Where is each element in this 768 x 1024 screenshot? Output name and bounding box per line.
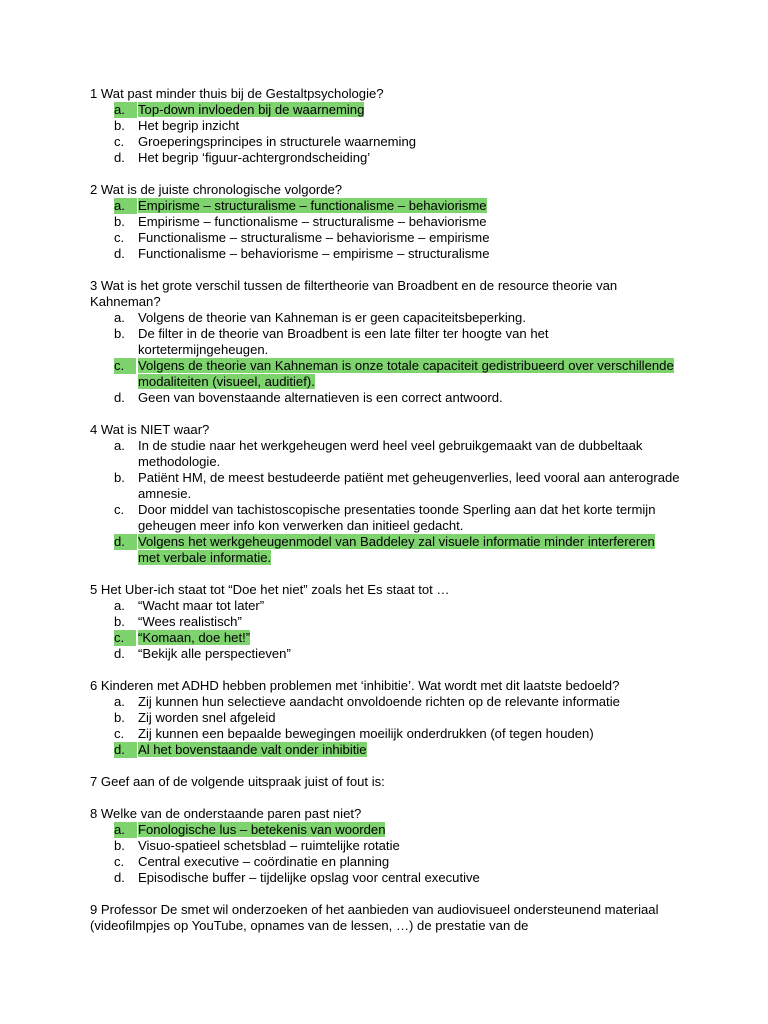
answer-option: [90, 470, 680, 502]
option-text: Functionalisme – behaviorisme – empirisme – structuralisme: [138, 246, 490, 261]
option-text: Patiënt HM, de meest bestudeerde patiënt met geheugenverlies, leed vooral aan anterograde amnesie.: [138, 470, 680, 501]
option-letter: c.: [114, 854, 125, 869]
option-text: Al het bovenstaande valt onder inhibitie: [138, 742, 367, 757]
question-text: 4 Wat is NIET waar?: [90, 422, 210, 437]
answer-option-highlighted: [90, 198, 680, 214]
option-letter: d.: [114, 742, 137, 758]
option-letter: b.: [114, 470, 125, 485]
answer-option: [90, 326, 680, 358]
option-letter: d.: [114, 646, 125, 661]
option-letter: a.: [114, 822, 137, 838]
option-letter: a.: [114, 694, 125, 709]
answer-option: [90, 390, 680, 406]
answer-option-highlighted: [90, 822, 680, 838]
option-text: Volgens de theorie van Kahneman is er geen capaciteitsbeperking.: [138, 310, 526, 325]
question-list: [90, 86, 680, 950]
question-7: [90, 774, 680, 790]
option-letter: b.: [114, 118, 125, 133]
option-letter: d.: [114, 150, 125, 165]
question-5: [90, 582, 680, 662]
option-letter: c.: [114, 358, 136, 374]
option-text: Het begrip inzicht: [138, 118, 240, 133]
answer-option-highlighted: [90, 534, 680, 566]
option-text: Zij kunnen hun selectieve aandacht onvoldoende richten op de relevante informatie: [138, 694, 620, 709]
option-text: De filter in de theorie van Broadbent is een late filter ter hoogte van het kortetermijngeheugen.: [138, 326, 549, 357]
answer-option: [90, 726, 680, 742]
option-text: Fonologische lus – betekenis van woorden: [138, 822, 386, 837]
option-letter: b.: [114, 326, 125, 341]
option-text: “Bekijk alle perspectieven”: [138, 646, 291, 661]
option-letter: c.: [114, 630, 136, 646]
answer-option: [90, 438, 680, 470]
option-text: Groeperingsprincipes in structurele waarneming: [138, 134, 417, 149]
question-6: [90, 678, 680, 758]
question-8: [90, 806, 680, 886]
option-text: Episodische buffer – tijdelijke opslag voor central executive: [138, 870, 480, 885]
option-text: Functionalisme – structuralisme – behaviorisme – empirisme: [138, 230, 490, 245]
answer-option: [90, 854, 680, 870]
question-text: 8 Welke van de onderstaande paren past niet?: [90, 806, 362, 821]
answer-option: [90, 118, 680, 134]
answer-option-highlighted: [90, 742, 680, 758]
answer-option: [90, 646, 680, 662]
answer-option: [90, 710, 680, 726]
answer-option: [90, 598, 680, 614]
option-letter: c.: [114, 230, 125, 245]
option-letter: c.: [114, 726, 125, 741]
option-text: Volgens het werkgeheugenmodel van Baddeley zal visuele informatie minder interfereren met verbale informatie.: [138, 534, 655, 565]
option-text: Empirisme – structuralisme – functionalisme – behaviorisme: [138, 198, 487, 213]
question-text: 2 Wat is de juiste chronologische volgorde?: [90, 182, 343, 197]
option-letter: a.: [114, 198, 137, 214]
option-letter: b.: [114, 214, 125, 229]
question-1: [90, 86, 680, 166]
option-text: “Komaan, doe het!”: [138, 630, 251, 645]
option-letter: b.: [114, 838, 125, 853]
question-2: [90, 182, 680, 262]
option-text: Zij kunnen een bepaalde bewegingen moeilijk onderdrukken (of tegen houden): [138, 726, 594, 741]
answer-option: [90, 694, 680, 710]
question-text: 6 Kinderen met ADHD hebben problemen met ‘inhibitie’. Wat wordt met dit laatste bedoeld?: [90, 678, 620, 693]
option-text: In de studie naar het werkgeheugen werd heel veel gebruikgemaakt van de dubbeltaak methodologie.: [138, 438, 643, 469]
answer-option: [90, 150, 680, 166]
option-text: “Wacht maar tot later”: [138, 598, 265, 613]
option-letter: a.: [114, 598, 125, 613]
question-3: [90, 278, 680, 406]
option-text: Zij worden snel afgeleid: [138, 710, 276, 725]
option-letter: c.: [114, 502, 125, 517]
option-text: Central executive – coördinatie en planning: [138, 854, 390, 869]
option-text: Volgens de theorie van Kahneman is onze totale capaciteit gedistribueerd over verschillende modaliteiten (visueel, auditief).: [138, 358, 674, 389]
answer-option: [90, 134, 680, 150]
answer-option-highlighted: [90, 630, 680, 646]
question-text: 9 Professor De smet wil onderzoeken of het aanbieden van audiovisueel ondersteunend materiaal (videofilmpjes op YouTube, opnames van de lessen, …) de prestatie van de: [90, 902, 659, 933]
option-letter: b.: [114, 710, 125, 725]
answer-option-highlighted: [90, 102, 680, 118]
answer-option-highlighted: [90, 358, 680, 390]
question-text: 7 Geef aan of de volgende uitspraak juist of fout is:: [90, 774, 385, 789]
option-text: “Wees realistisch”: [138, 614, 242, 629]
question-4: [90, 422, 680, 566]
option-letter: d.: [114, 534, 137, 550]
question-9: [90, 902, 680, 934]
question-text: 5 Het Uber-ich staat tot “Doe het niet” zoals het Es staat tot …: [90, 582, 450, 597]
question-text: 1 Wat past minder thuis bij de Gestaltpsychologie?: [90, 86, 384, 101]
option-text: Het begrip ‘figuur-achtergrondscheiding’: [138, 150, 371, 165]
answer-option: [90, 214, 680, 230]
option-letter: a.: [114, 438, 125, 453]
option-letter: c.: [114, 134, 125, 149]
answer-option: [90, 502, 680, 534]
answer-option: [90, 310, 680, 326]
option-letter: a.: [114, 310, 125, 325]
answer-option: [90, 838, 680, 854]
question-text: 3 Wat is het grote verschil tussen de filtertheorie van Broadbent en de resource theorie van Kahneman?: [90, 278, 618, 309]
option-letter: a.: [114, 102, 137, 118]
answer-option: [90, 230, 680, 246]
option-letter: d.: [114, 390, 125, 405]
option-letter: d.: [114, 246, 125, 261]
answer-option: [90, 614, 680, 630]
answer-option: [90, 246, 680, 262]
option-text: Empirisme – functionalisme – structuralisme – behaviorisme: [138, 214, 487, 229]
option-letter: d.: [114, 870, 125, 885]
option-text: Door middel van tachistoscopische presentaties toonde Sperling aan dat het korte termijn geheugen meer info kon verwerken dan initieel gedacht.: [138, 502, 656, 533]
option-letter: b.: [114, 614, 125, 629]
answer-option: [90, 870, 680, 886]
option-text: Top-down invloeden bij de waarneming: [138, 102, 365, 117]
option-text: Visuo-spatieel schetsblad – ruimtelijke rotatie: [138, 838, 400, 853]
option-text: Geen van bovenstaande alternatieven is een correct antwoord.: [138, 390, 503, 405]
